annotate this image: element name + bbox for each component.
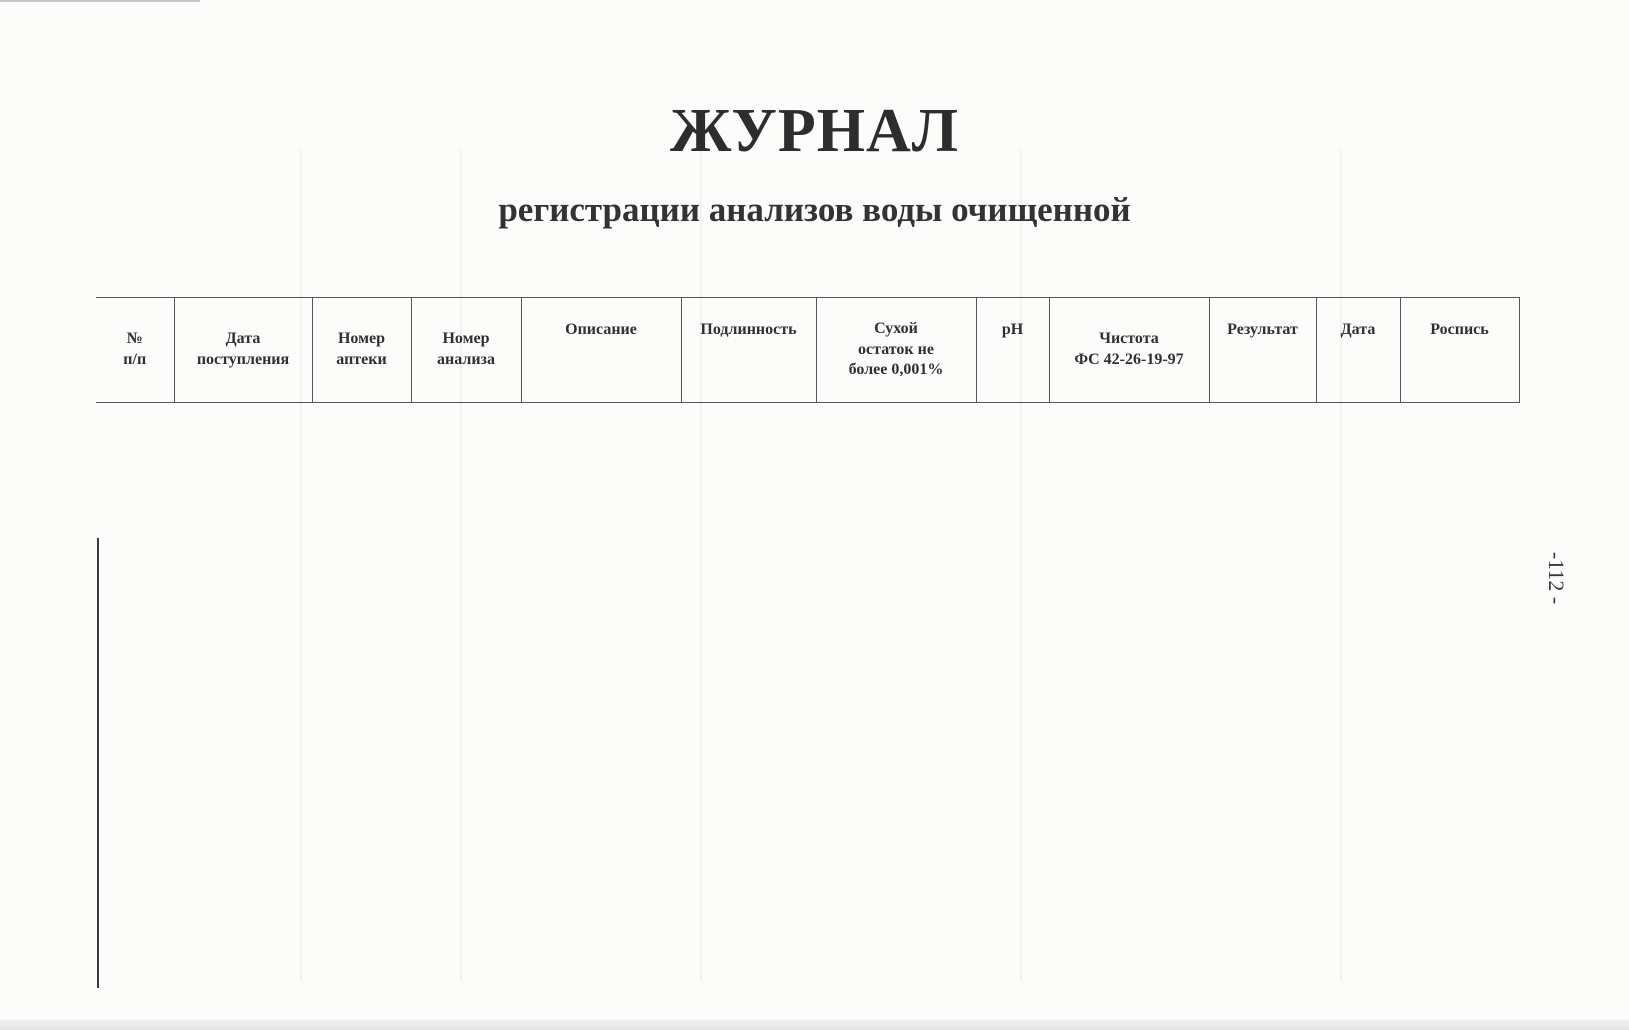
page-number: -112 - [1544, 551, 1570, 605]
column-label: Номер анализа [437, 330, 495, 368]
column-header-ph [976, 298, 1049, 403]
column-header-signature [1400, 298, 1519, 403]
column-label: Чистота ФС 42-26-19-97 [1074, 330, 1184, 368]
column-header-number [96, 298, 174, 403]
column-header-purity [1049, 298, 1209, 403]
top-scan-edge [0, 0, 200, 2]
journal-table [96, 297, 1520, 403]
column-header-analysis-number [411, 298, 521, 403]
column-label: pH [1001, 321, 1024, 338]
column-header-date [1316, 298, 1400, 403]
column-label: № п/п [123, 330, 147, 368]
column-header-pharmacy-number [312, 298, 411, 403]
left-margin-line [97, 538, 99, 988]
table-header-row [96, 298, 1519, 403]
column-label: Подлинность [700, 321, 797, 338]
column-label: Дата поступления [196, 330, 290, 368]
column-label: Роспись [1430, 321, 1489, 338]
page-subtitle: регистрации анализов воды очищенной [498, 190, 1131, 229]
column-header-authenticity [681, 298, 816, 403]
column-header-receipt-date [174, 298, 312, 403]
column-label: Номер аптеки [336, 330, 387, 368]
column-label: Дата [1340, 321, 1376, 338]
column-header-result [1209, 298, 1316, 403]
column-header-dry-residue [816, 298, 976, 403]
column-label: Сухой остаток не более 0,001% [848, 319, 944, 379]
bleed-through-mark [460, 150, 462, 980]
bleed-through-mark [300, 150, 302, 980]
bleed-through-mark [700, 150, 702, 980]
column-label: Результат [1227, 321, 1298, 338]
bottom-scan-edge [0, 1020, 1629, 1030]
bleed-through-mark [1340, 150, 1342, 980]
column-header-description [521, 298, 681, 403]
column-label: Описание [565, 321, 637, 338]
page-title: ЖУРНАЛ [670, 97, 959, 165]
bleed-through-mark [1020, 150, 1022, 980]
